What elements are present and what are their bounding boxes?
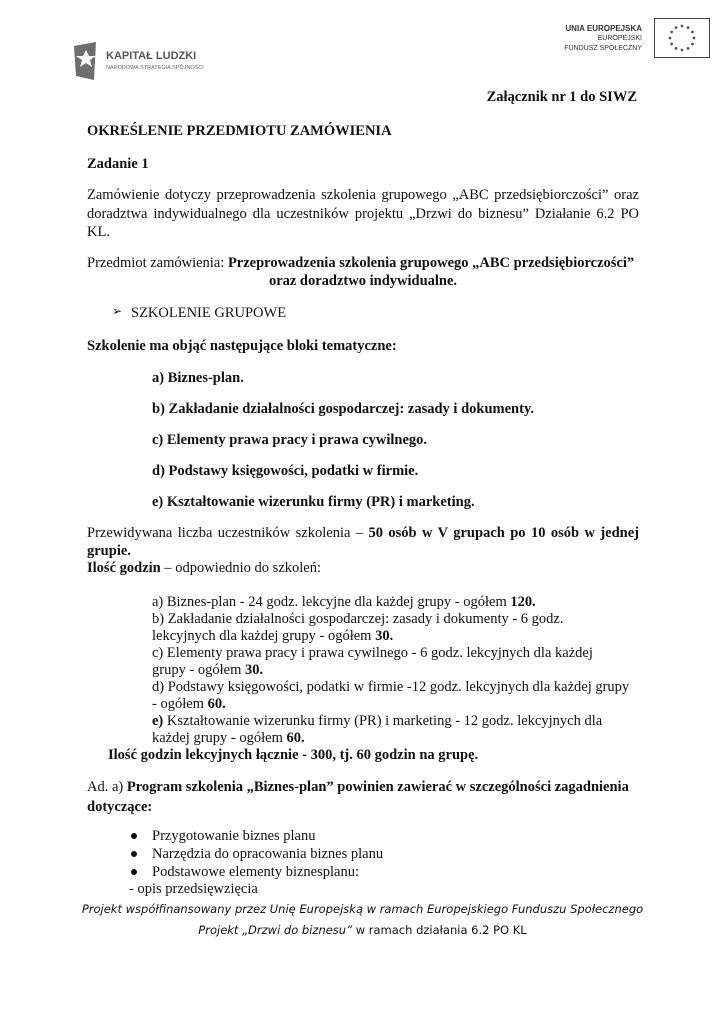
hours-item-e-line-2 bbox=[152, 729, 305, 747]
task-title: Zadanie 1 bbox=[87, 156, 149, 172]
block-item: d) Podstawy księgowości, podatki w firmie. bbox=[152, 463, 419, 479]
bullet-icon bbox=[131, 833, 137, 839]
blocks-intro: Szkolenie ma objąć następujące bloki tematyczne: bbox=[87, 338, 397, 354]
hours-title-rest: – odpowiednio do szkoleń: bbox=[160, 560, 322, 576]
hours-c-total: 30. bbox=[245, 662, 264, 678]
bullet-icon bbox=[131, 869, 137, 875]
block-item: e) Kształtowanie wizerunku firmy (PR) i marketing. bbox=[152, 494, 475, 510]
participants-line-1 bbox=[87, 524, 639, 542]
page-title: OKREŚLENIE PRZEDMIOTU ZAMÓWIENIA bbox=[87, 123, 392, 139]
hours-title bbox=[87, 559, 321, 577]
hours-total: Ilość godzin lekcyjnych łącznie - 300, tj. 60 godzin na grupę. bbox=[108, 747, 479, 763]
bullet-icon bbox=[131, 851, 137, 857]
hours-item-d-line-1: d) Podstawy księgowości, podatki w firmie -12 godz. lekcyjnych dla każdej grupy bbox=[152, 679, 630, 695]
kapital-ludzki-title: KAPITAŁ LUDZKI bbox=[106, 50, 197, 62]
program-prefix: Ad. a) bbox=[87, 779, 127, 795]
intro-line-1: Zamówienie dotyczy przeprowadzenia szkolenia grupowego „ABC przedsiębiorczości” oraz bbox=[87, 187, 639, 203]
program-item: Podstawowe elementy biznesplanu: bbox=[152, 864, 359, 880]
hours-b-text: lekcyjnych dla każdej grupy - ogółem bbox=[152, 628, 376, 644]
subject-line-1 bbox=[87, 254, 634, 272]
arrow-bullet-icon: ➢ bbox=[112, 304, 123, 318]
hours-item-c-line-1: c) Elementy prawa pracy i prawa cywilnego - 6 godz. lekcyjnych dla każdej bbox=[152, 645, 593, 661]
intro-line-2: doradztwa indywidualnego dla uczestników projektu „Drzwi do biznesu” Działanie 6.2 PO bbox=[87, 206, 639, 222]
program-item: Narzędzia do opracowania biznes planu bbox=[152, 846, 384, 862]
hours-item-a bbox=[152, 593, 536, 611]
footer-line-1: Projekt współfinansowany przez Unię Europejską w ramach Europejskiego Funduszu Społecznego bbox=[81, 902, 644, 916]
hours-e2-text: każdej grupy - ogółem bbox=[152, 730, 287, 746]
hours-d-text: - ogółem bbox=[152, 696, 208, 712]
section-title: SZKOLENIE GRUPOWE bbox=[131, 305, 287, 321]
annex-label: Załącznik nr 1 do SIWZ bbox=[486, 89, 637, 105]
kapital-ludzki-subtitle: NARODOWA STRATEGIA SPÓJNOŚCI bbox=[106, 65, 204, 71]
subject-label: Przedmiot zamówienia: bbox=[87, 255, 228, 271]
hours-item-d-line-2 bbox=[152, 695, 226, 713]
block-item: b) Zakładanie działalności gospodarczej: zasady i dokumenty. bbox=[152, 401, 535, 417]
ue-label-line1: UNIA EUROPEJSKA bbox=[565, 24, 642, 33]
hours-item-c-line-2 bbox=[152, 661, 263, 679]
participants-bold-b: grupie. bbox=[87, 543, 131, 559]
ue-efs-logo bbox=[540, 18, 710, 62]
hours-e-total: 60. bbox=[286, 730, 305, 746]
kapital-ludzki-emblem-icon bbox=[72, 40, 104, 82]
hours-a-text: a) Biznes-plan - 24 godz. lekcyjne dla każdej grupy - ogółem bbox=[152, 594, 511, 610]
intro-line-3: KL. bbox=[87, 224, 110, 240]
hours-a-total: 120. bbox=[510, 594, 536, 610]
hours-item-e-line-1 bbox=[152, 712, 602, 730]
program-item: Przygotowanie biznes planu bbox=[152, 828, 316, 844]
hours-item-b-line-1: b) Zakładanie działalności gospodarczej: zasady i dokumenty - 6 godz. bbox=[152, 611, 564, 627]
hours-c-text: grupy - ogółem bbox=[152, 662, 246, 678]
block-item: a) Biznes-plan. bbox=[152, 370, 244, 386]
ue-label-line3: FUNDUSZ SPOŁECZNY bbox=[564, 45, 642, 52]
program-sub-item: - opis przedsięwzięcia bbox=[129, 881, 258, 897]
eu-flag-icon bbox=[654, 18, 710, 58]
program-line-1 bbox=[87, 778, 629, 796]
participants-bold-a: 50 osób w V grupach po 10 osób w jednej bbox=[368, 525, 639, 541]
hours-title-bold: Ilość godzin bbox=[87, 560, 161, 576]
hours-d-total: 60. bbox=[207, 696, 226, 712]
participants-prefix: Przewidywana liczba uczestników szkolenia – bbox=[87, 525, 369, 541]
program-bold-1: Program szkolenia „Biznes-plan” powinien zawierać w szczególności zagadnienia bbox=[126, 779, 629, 795]
subject-bold-2: oraz doradztwo indywidualne. bbox=[268, 273, 458, 289]
block-item: c) Elementy prawa pracy i prawa cywilnego. bbox=[152, 432, 428, 448]
footer-project-rest: w ramach działania 6.2 PO KL bbox=[352, 923, 527, 937]
hours-e-letter: e) bbox=[152, 713, 164, 729]
ue-label-line2: EUROPEJSKI bbox=[597, 35, 642, 42]
program-bold-2: dotyczące: bbox=[87, 799, 153, 815]
hours-e-text: Kształtowanie wizerunku firmy (PR) i marketing - 12 godz. lekcyjnych dla bbox=[163, 713, 603, 729]
subject-bold-1: Przeprowadzenia szkolenia grupowego „ABC przedsiębiorczości” bbox=[227, 255, 635, 271]
hours-item-b-line-2 bbox=[152, 627, 393, 645]
footer-line-2 bbox=[0, 923, 725, 937]
hours-b-total: 30. bbox=[375, 628, 394, 644]
kapital-ludzki-logo bbox=[72, 40, 212, 82]
footer-project-name: Projekt „Drzwi do biznesu” bbox=[198, 923, 353, 937]
